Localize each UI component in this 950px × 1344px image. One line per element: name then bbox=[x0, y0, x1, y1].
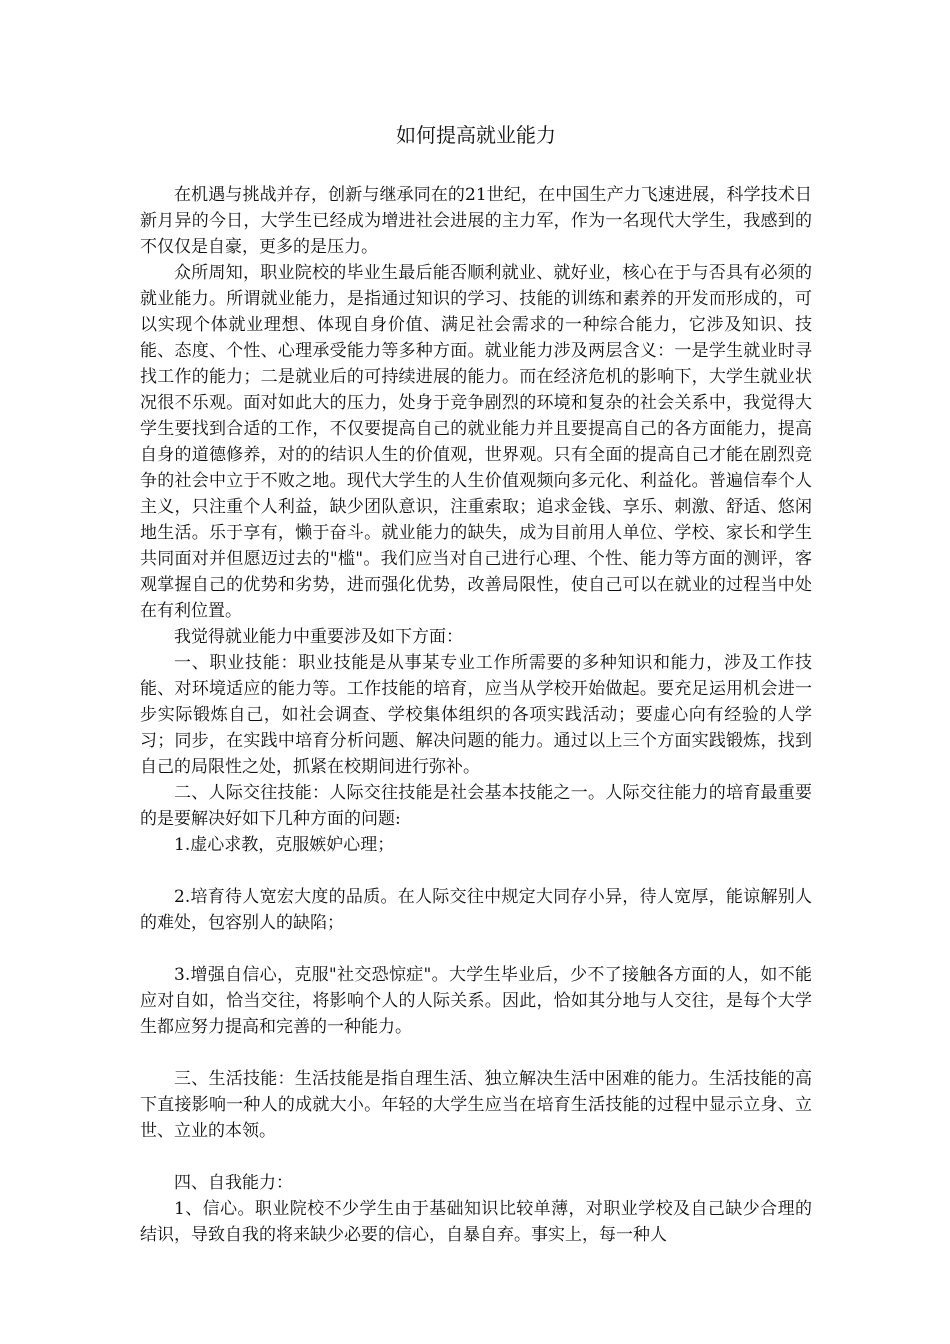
paragraph-intro: 在机遇与挑战并存，创新与继承同在的21世纪，在中国生产力飞速进展，科学技术日新月异的今日，大学生已经成为增进社会进展的主力军，作为一名现代大学生，我感到的不仅仅是自豪，更多的是压力。 bbox=[140, 185, 812, 257]
document-page bbox=[140, 122, 812, 1248]
document-title: 如何提高就业能力 bbox=[396, 123, 556, 147]
paragraph-aspects-intro: 我觉得就业能力中重要涉及如下方面： bbox=[174, 627, 463, 647]
list-item-2: 2.培育待人宽宏大度的品质。在人际交往中规定大同存小异，待人宽厚，能谅解别人的难处，包容别人的缺陷； bbox=[140, 887, 812, 933]
paragraph-life-skills: 三、生活技能：生活技能是指自理生活、独立解决生活中困难的能力。生活技能的高下直接影响一种人的成就大小。年轻的大学生应当在培育生活技能的过程中显示立身、立世、立业的本领。 bbox=[140, 1069, 812, 1141]
list-item-3: 3.增强自信心，克服"社交恐惊症"。大学生毕业后，少不了接触各方面的人，如不能应对自如，恰当交往，将影响个人的人际关系。因此，恰如其分地与人交往，是每个大学生都应努力提高和完善的一种能力。 bbox=[140, 965, 812, 1037]
paragraph-interpersonal-skills: 二、人际交往技能：人际交往技能是社会基本技能之一。人际交往能力的培育最重要的是要解决好如下几种方面的问题: bbox=[140, 783, 812, 829]
list-item-1: 1.虚心求教，克服嫉妒心理； bbox=[174, 835, 395, 855]
paragraph-vocational-skills: 一、职业技能：职业技能是从事某专业工作所需要的多种知识和能力，涉及工作技能、对环境适应的能力等。工作技能的培育，应当从学校开始做起。要充足运用机会进一步实际锻炼自己，如社会调查、学校集体组织的各项实践活动；要虚心向有经验的人学习；同步，在实践中培育分析问题、解决问题的能力。通过以上三个方面实践锻炼，找到自己的局限性之处，抓紧在校期间进行弥补。 bbox=[140, 653, 812, 777]
paragraph-definition: 众所周知，职业院校的毕业生最后能否顺利就业、就好业，核心在于与否具有必须的就业能力。所谓就业能力，是指通过知识的学习、技能的训练和素养的开发而形成的，可以实现个体就业理想、体现自身价值、满足社会需求的一种综合能力，它涉及知识、技能、态度、个性、心理承受能力等多种方面。就业能力涉及两层含义：一是学生就业时寻找工作的能力；二是就业后的可持续进展的能力。而在经济危机的影响下，大学生就业状况很不乐观。面对如此大的压力，处身于竞争剧烈的环境和复杂的社会关系中，我觉得大学生要找到合适的工作，不仅要提高自己的就业能力并且要提高自己的各方面能力，提高自身的道德修养，对的的结识人生的价值观，世界观。只有全面的提高自己才能在剧烈竞争的社会中立于不败之地。现代大学生的人生价值观频向多元化、利益化。普遍信奉个人主义，只注重个人利益，缺少团队意识，注重索取；追求金钱、享乐、刺激、舒适、悠闲地生活。乐于享有，懒于奋斗。就业能力的缺失，成为目前用人单位、学校、家长和学生共同面对并但愿迈过去的"槛"。我们应当对自己进行心理、个性、能力等方面的测评，客观掌握自己的优势和劣势，进而强化优势，改善局限性，使自己可以在就业的过程当中处在有利位置。 bbox=[140, 263, 812, 621]
paragraph-self-ability: 四、自我能力： bbox=[174, 1173, 293, 1193]
paragraph-confidence: 1、信心。职业院校不少学生由于基础知识比较单薄，对职业学校及自己缺少合理的结识，导致自我的将来缺少必要的信心，自暴自弃。事实上，每一种人 bbox=[140, 1199, 812, 1245]
